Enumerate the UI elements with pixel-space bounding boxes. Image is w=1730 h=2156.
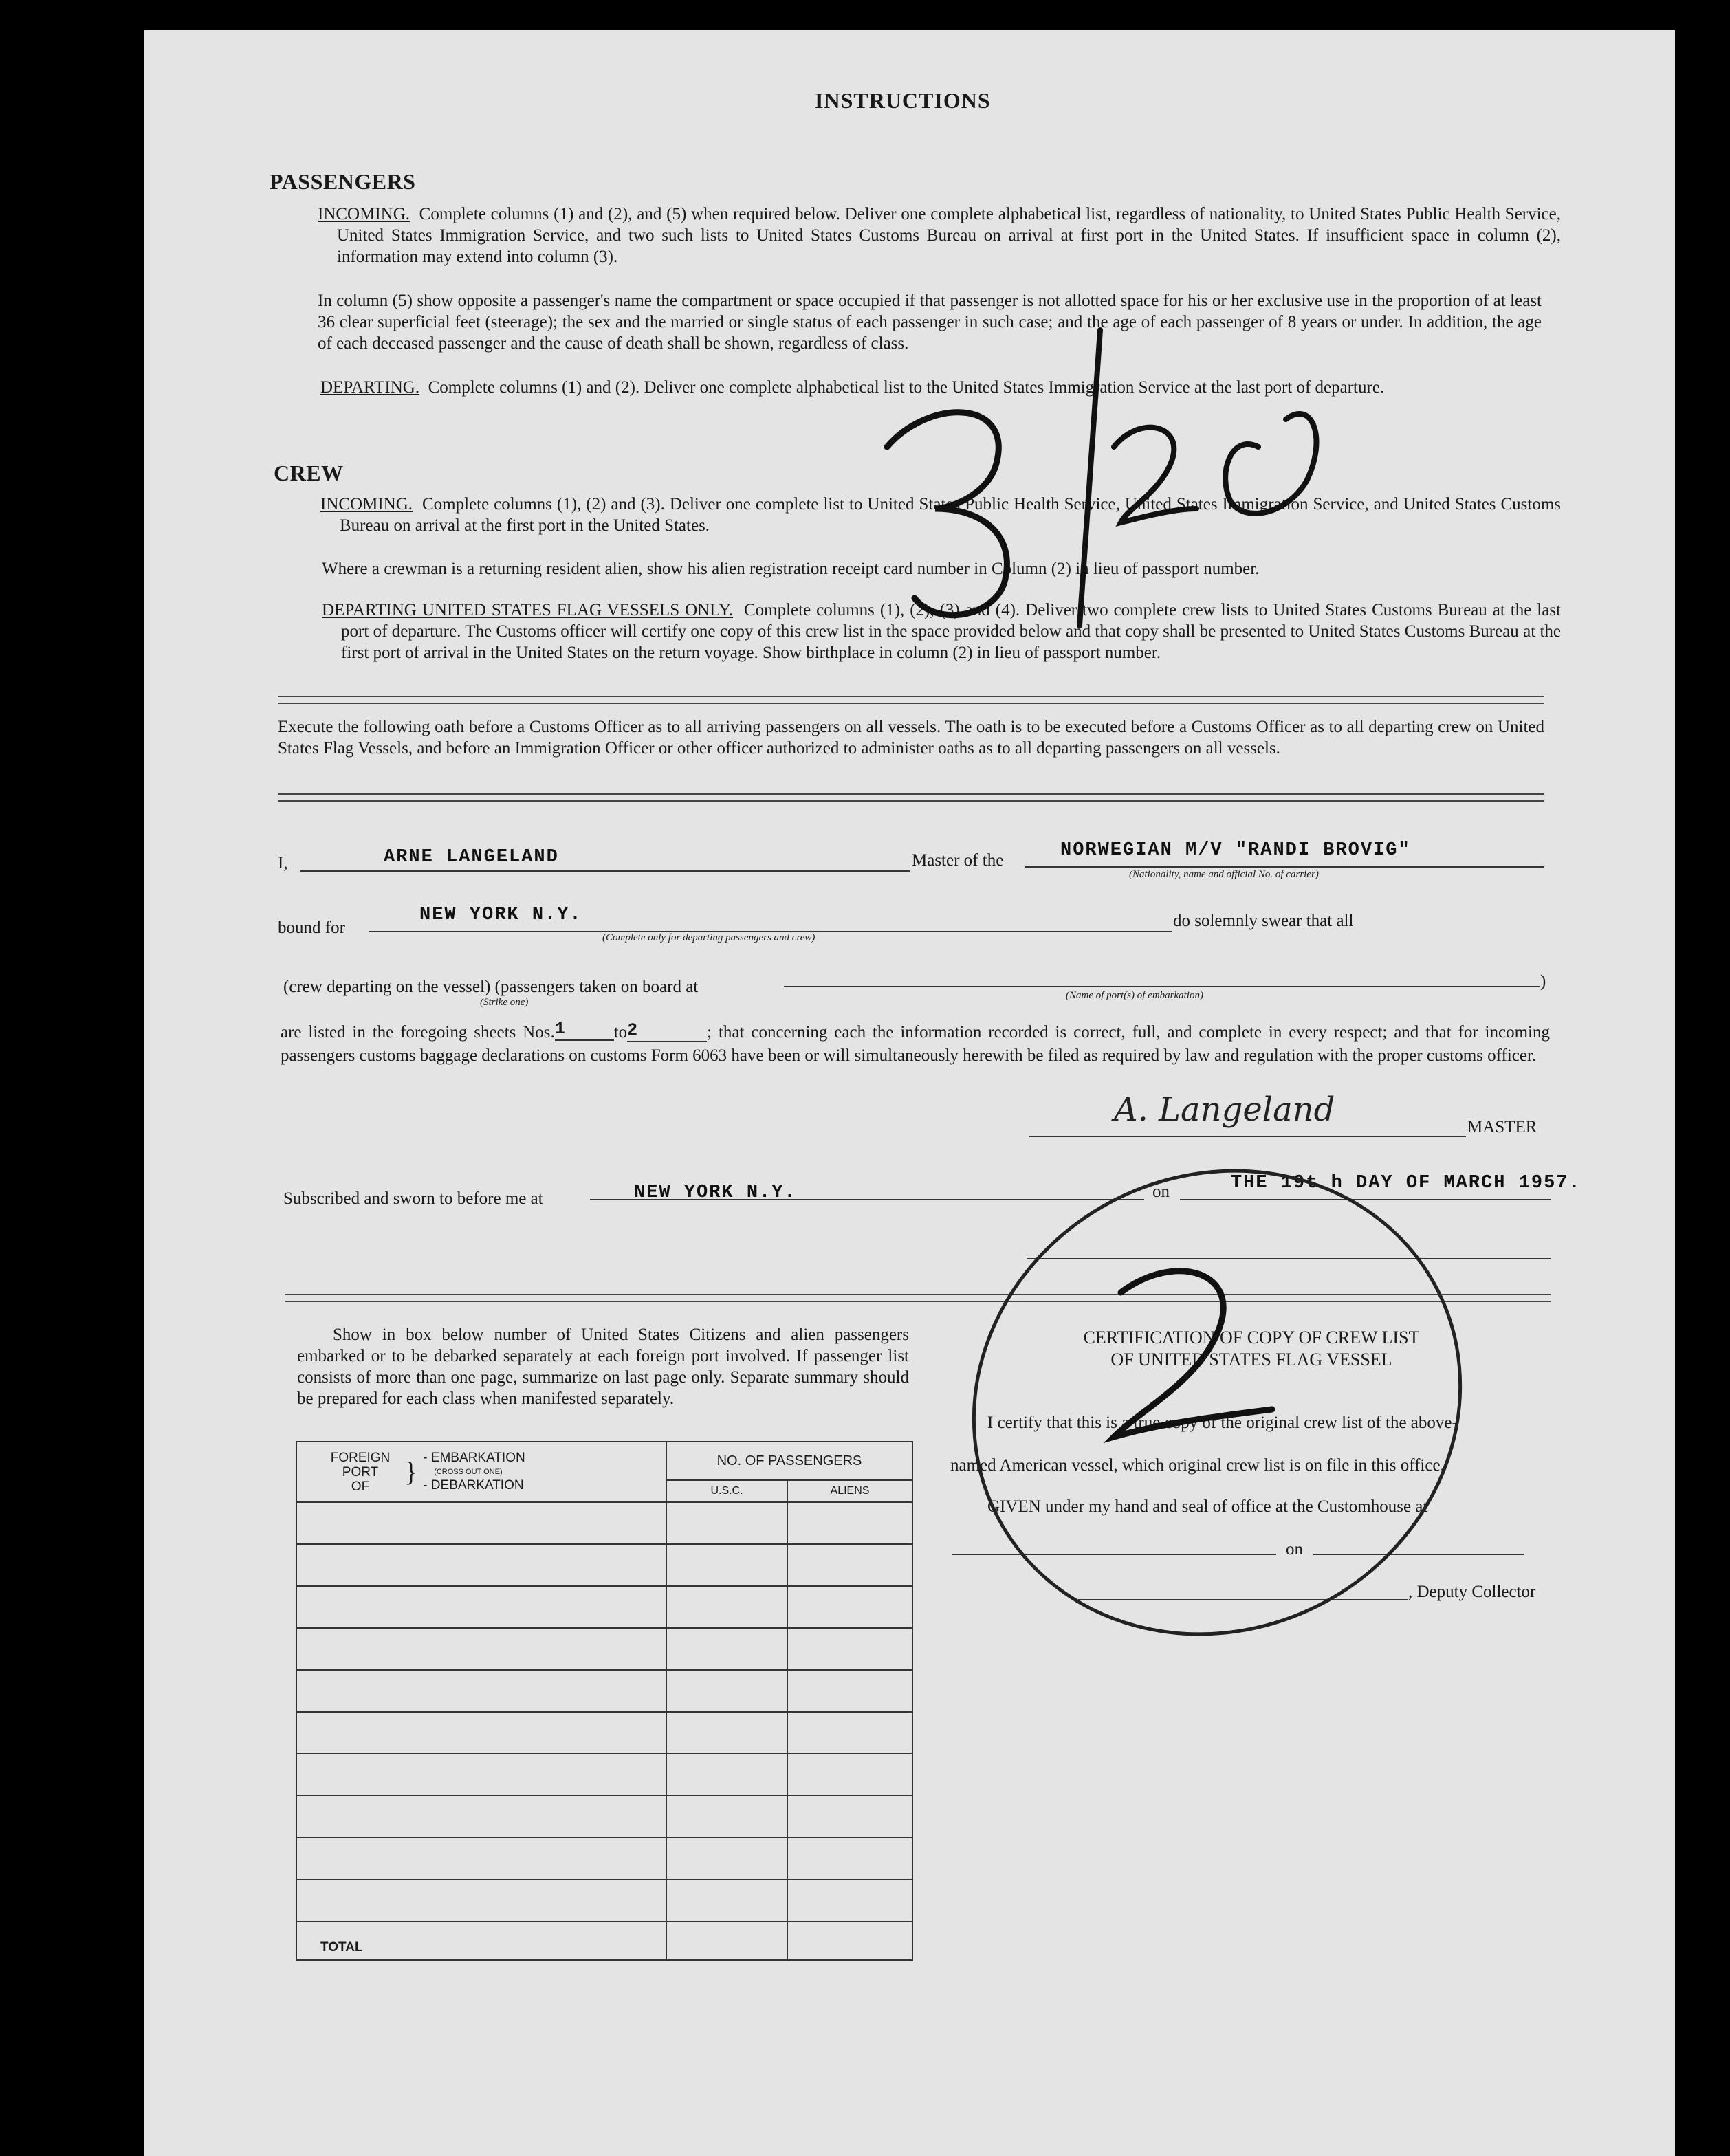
summary-instructions: Show in box below number of United States Citizens and alien passengers embarked or to be debarked separately at each foreign port involved. If passenger list consists of more than one page, summarize on last page only. Separate summary should be prepared for each class when manifested separately. bbox=[297, 1326, 909, 1408]
debarkation-label: - DEBARKATION bbox=[423, 1478, 524, 1493]
bound-for-label: bound for bbox=[278, 918, 345, 937]
vessel-value: NORWEGIAN M/V "RANDI BROVIG" bbox=[1060, 840, 1411, 861]
deputy-collector-label: , Deputy Collector bbox=[1408, 1583, 1536, 1601]
crew-departing-label: DEPARTING UNITED STATES FLAG VESSELS ONLY. bbox=[322, 601, 734, 619]
vessel-caption: (Nationality, name and official No. of carrier) bbox=[1129, 869, 1319, 880]
crew-incoming-text: Complete columns (1), (2) and (3). Deliver one complete list to United States Public Health Service, United States Immigration Service, and United States Customs Bureau on arrival at the first port in the United States. bbox=[340, 495, 1562, 535]
table-row bbox=[296, 1628, 912, 1670]
section-divider-3 bbox=[285, 1294, 1551, 1302]
table-row bbox=[296, 1502, 912, 1544]
embarkation-ports-caption: (Name of port(s) of embarkation) bbox=[1066, 990, 1203, 1001]
certification-title-line2: OF UNITED STATES FLAG VESSEL bbox=[1110, 1350, 1392, 1370]
of-label: OF bbox=[351, 1479, 370, 1494]
usc-header: U.S.C. bbox=[666, 1480, 787, 1502]
customhouse-line bbox=[952, 1554, 1276, 1555]
section-divider-1 bbox=[278, 696, 1544, 704]
passenger-summary-table bbox=[296, 1441, 913, 1961]
foreign-label: FOREIGN bbox=[330, 1450, 391, 1465]
master-label: MASTER bbox=[1467, 1118, 1537, 1136]
master-name-line bbox=[300, 870, 910, 872]
crew-resident-paragraph: Where a crewman is a returning resident alien, show his alien registration receipt card number in Column (2) in lieu of passport number. bbox=[322, 560, 1260, 578]
crew-departing-text: Complete columns (1), (2), (3) and (4). Deliver two complete crew lists to United States Customs Bureau at the last port of departure. The Customs officer will certify one copy of this crew list in the space provided below and that copy shall be presented to United States Customs Bureau at the first port of arrival in the United States on the return voyage. Show birthplace in column (2) in lieu of passport number. bbox=[341, 601, 1561, 662]
crew-departing-paragraph bbox=[322, 600, 1561, 663]
close-paren: ) bbox=[1540, 972, 1546, 991]
oath-instructions: Execute the following oath before a Customs Officer as to all arriving passengers on all vessels. The oath is to be executed before a Customs Officer as to all departing crew on United States Flag Vessels, and before an Immigration Officer or other officer authorized to administer oaths as to all departing passengers on all vessels. bbox=[278, 718, 1544, 758]
section-divider-2 bbox=[278, 793, 1544, 802]
sworn-on-label: on bbox=[1152, 1182, 1170, 1201]
crew-incoming-paragraph bbox=[320, 494, 1561, 536]
sheets-prefix: are listed in the foregoing sheets Nos. bbox=[281, 1023, 555, 1042]
crew-heading: CREW bbox=[274, 461, 344, 485]
master-signature-line bbox=[1029, 1136, 1466, 1137]
passengers-departing-text: Complete columns (1) and (2). Deliver one complete alphabetical list to the United States Immigration Service at the last port of departure. bbox=[428, 378, 1385, 397]
certification-title bbox=[1011, 1327, 1492, 1371]
embarkation-ports-line bbox=[784, 986, 1540, 987]
deputy-signature-line bbox=[1078, 1599, 1408, 1600]
sworn-place-value: NEW YORK N.Y. bbox=[634, 1182, 797, 1203]
aliens-header: ALIENS bbox=[787, 1480, 912, 1502]
certification-date-line bbox=[1313, 1554, 1524, 1555]
certification-on-label: on bbox=[1286, 1540, 1303, 1559]
table-row bbox=[296, 1544, 912, 1586]
certification-line1: I certify that this is a true copy of the original crew list of the above- bbox=[987, 1414, 1458, 1432]
passengers-departing-label: DEPARTING. bbox=[320, 378, 420, 397]
passengers-incoming-label: INCOMING. bbox=[318, 205, 410, 223]
total-label: TOTAL bbox=[296, 1922, 666, 1960]
table-row bbox=[296, 1754, 912, 1796]
master-name-value: ARNE LANGELAND bbox=[384, 847, 559, 868]
table-row bbox=[296, 1880, 912, 1922]
crew-incoming-label: INCOMING. bbox=[320, 495, 413, 514]
table-row bbox=[296, 1796, 912, 1838]
officer-signature-line bbox=[1027, 1258, 1551, 1260]
table-row bbox=[296, 1712, 912, 1754]
swear-label: do solemnly swear that all bbox=[1173, 912, 1354, 930]
page-title: INSTRUCTIONS bbox=[815, 88, 991, 113]
passengers-column5-paragraph: In column (5) show opposite a passenger's name the compartment or space occupied if that passenger is not allotted space for his or her exclusive use in the proportion of at least 36 clear superficial feet (steerage); the sex and the married or single status of each passenger in such case; and the age of each passenger of 8 years or under. In addition, the age of each deceased passenger and the cause of death shall be shown, regardless of class. bbox=[318, 292, 1542, 353]
passengers-departing-paragraph bbox=[320, 377, 1561, 398]
passengers-incoming-paragraph bbox=[318, 204, 1561, 267]
bound-for-value: NEW YORK N.Y. bbox=[419, 905, 582, 925]
certification-line2: named American vessel, which original crew list is on file in this office. bbox=[950, 1456, 1445, 1475]
foreign-port-header bbox=[296, 1442, 666, 1502]
passengers-heading: PASSENGERS bbox=[270, 169, 416, 194]
embarkation-label: - EMBARKATION bbox=[423, 1451, 525, 1465]
table-row bbox=[296, 1670, 912, 1712]
sheet-to-label: to bbox=[613, 1023, 628, 1042]
total-row bbox=[296, 1922, 912, 1960]
table-row bbox=[296, 1586, 912, 1628]
table-row bbox=[296, 1838, 912, 1880]
vessel-line bbox=[1025, 866, 1544, 868]
master-signature: A. Langeland bbox=[1114, 1090, 1335, 1129]
sworn-date-value: THE 19t h DAY OF MARCH 1957. bbox=[1231, 1173, 1581, 1194]
oath-i-label: I, bbox=[278, 854, 288, 872]
sheet-from-value: 1 bbox=[555, 1018, 614, 1041]
master-of-label: Master of the bbox=[912, 851, 1004, 870]
port-label: PORT bbox=[342, 1464, 379, 1480]
certification-line3: GIVEN under my hand and seal of office at the Customhouse at bbox=[987, 1497, 1428, 1516]
crew-departing-choice: (crew departing on the vessel) (passengers taken on board at bbox=[283, 978, 699, 996]
brace-icon: } bbox=[404, 1456, 418, 1487]
subscribed-label: Subscribed and sworn to before me at bbox=[283, 1189, 543, 1208]
sheet-to-value: 2 bbox=[627, 1020, 707, 1042]
sheets-paragraph bbox=[281, 1019, 1550, 1066]
sheets-rest: ; that concerning each the information recorded is correct, full, and complete in every respect; and that for incoming passengers customs baggage declarations on customs Form 6063 have been or will simultaneously herewith be filed as required by law and regulation with the proper customs officer. bbox=[281, 1023, 1550, 1065]
bound-for-caption: (Complete only for departing passengers and crew) bbox=[602, 932, 815, 943]
no-of-passengers-header: NO. OF PASSENGERS bbox=[666, 1442, 912, 1480]
passengers-incoming-text: Complete columns (1) and (2), and (5) when required below. Deliver one complete alphabetical list, regardless of nationality, to United States Public Health Service, United States Immigration Service, and two such lists to United States Customs Bureau on arrival at first port in the United States. If insufficient space in column (2), information may extend into column (3). bbox=[337, 205, 1562, 266]
cross-out-one-label: (CROSS OUT ONE) bbox=[434, 1468, 503, 1476]
sworn-date-line bbox=[1180, 1199, 1551, 1200]
strike-one-caption: (Strike one) bbox=[480, 997, 529, 1008]
certification-title-line1: CERTIFICATION OF COPY OF CREW LIST bbox=[1083, 1328, 1420, 1348]
